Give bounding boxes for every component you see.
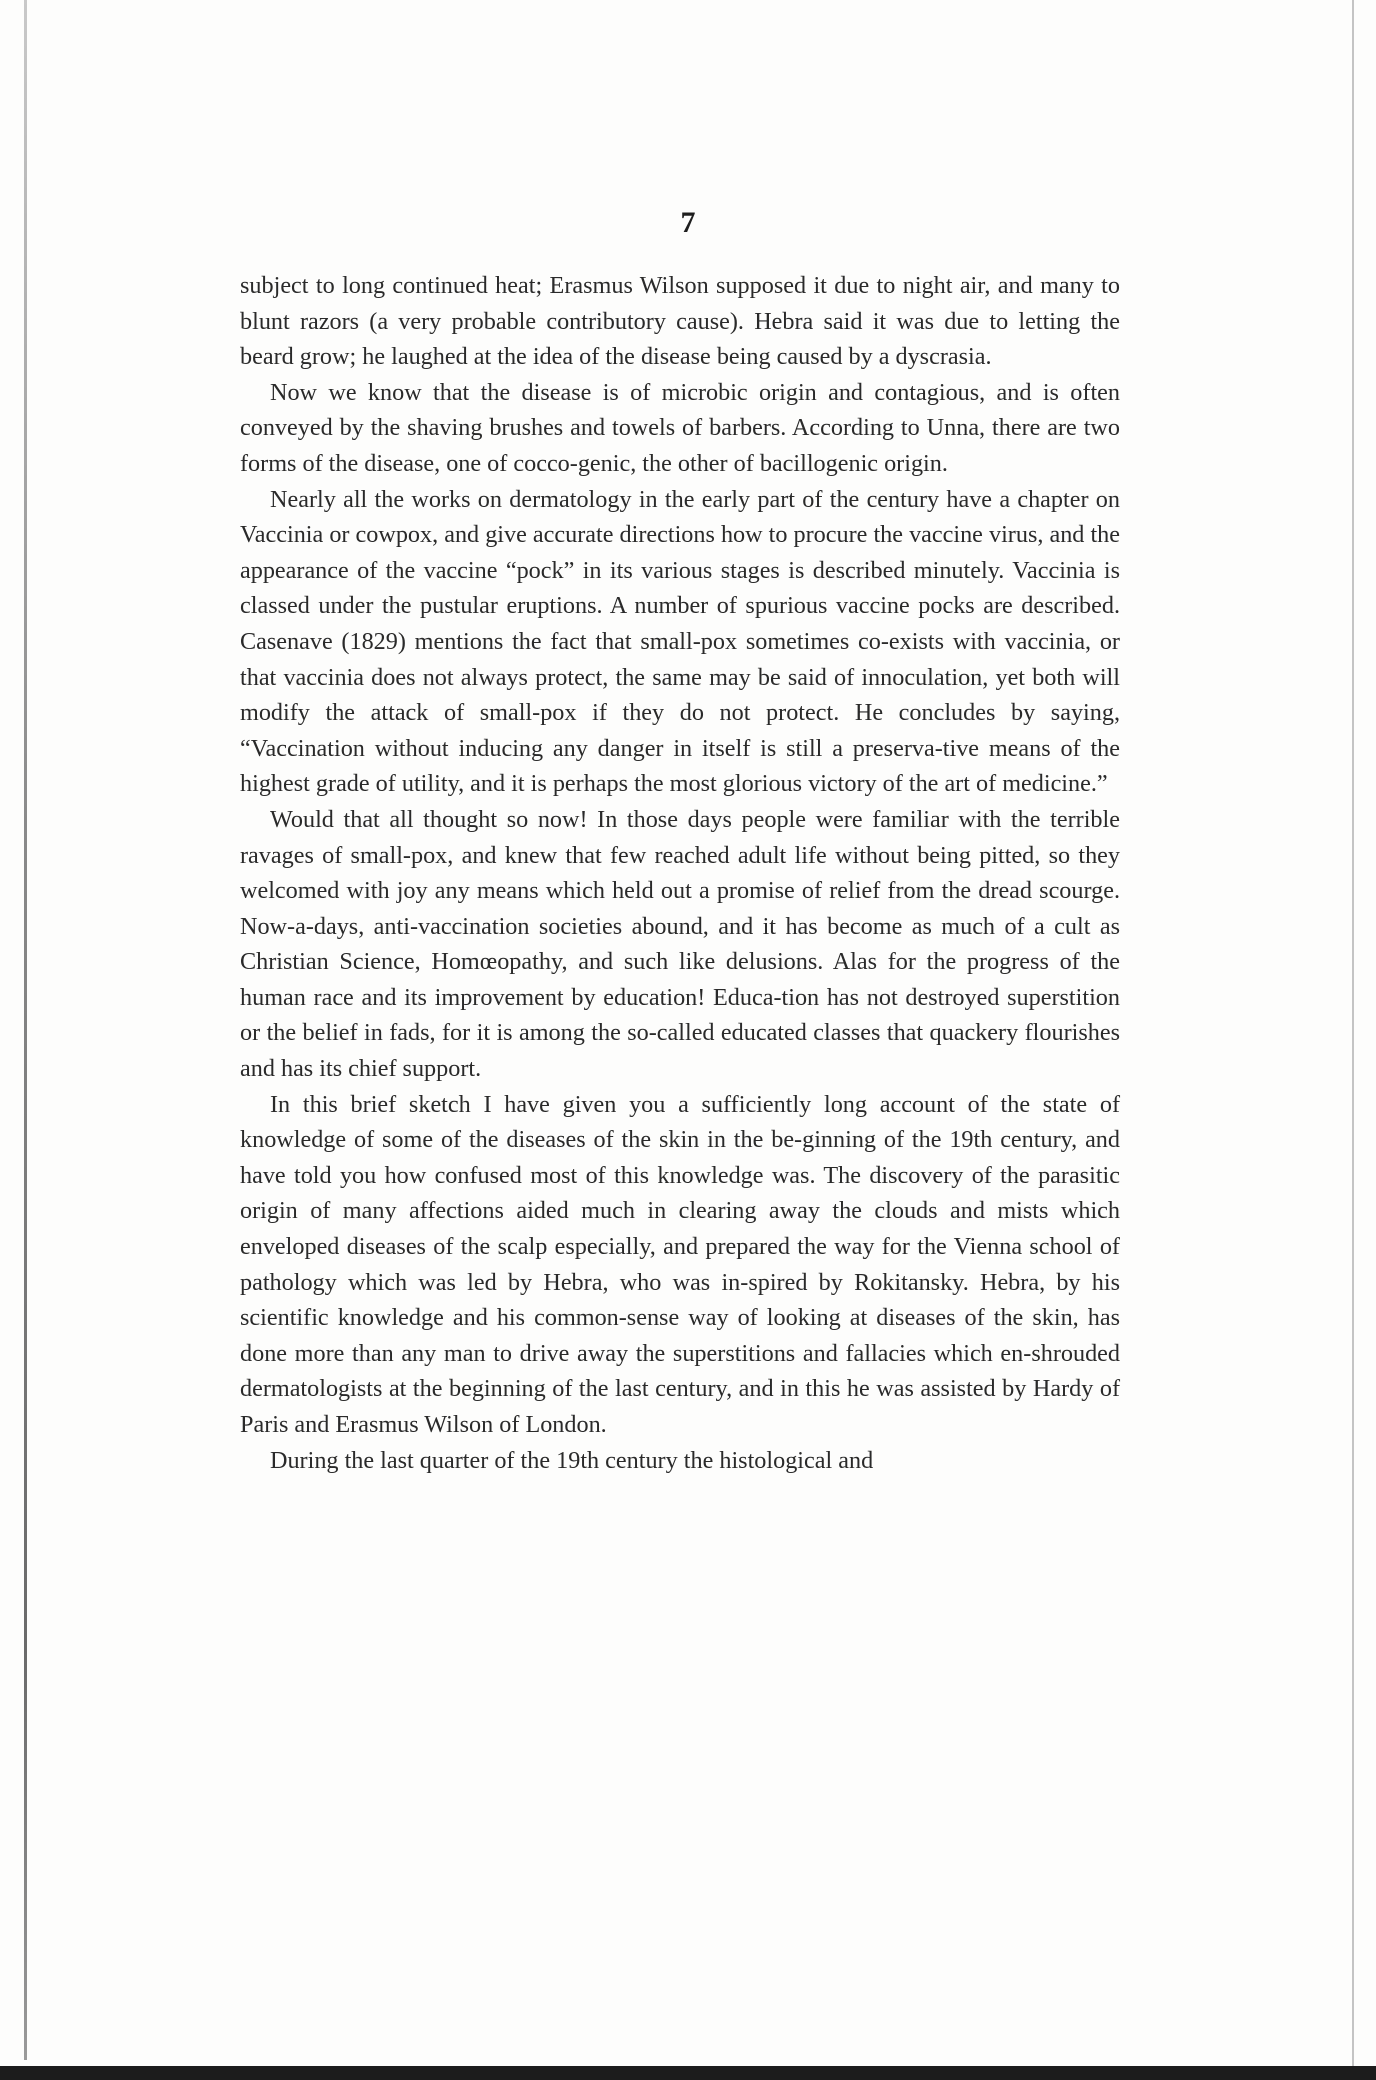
scan-bottom-edge: [0, 2066, 1376, 2080]
body-text: [240, 268, 1120, 1478]
paragraph-1: subject to long continued heat; Erasmus Wilson supposed it due to night air, and many to blunt razors (a very probable contributory cause). Hebra said it was due to letting the beard grow; he laughed at the idea of the disease being caused by a dyscrasia.: [240, 272, 1120, 371]
paragraph-5: In this brief sketch I have given you a sufficiently long account of the state of knowledge of some of the diseases of the skin in the be-ginning of the 19th century, and have told you how confused most of this knowledge was. The discovery of the parasitic origin of many affections aided much in clearing away the clouds and mists which enveloped diseases of the scalp especially, and prepared the way for the Vienna school of pathology which was led by Hebra, who was in-spired by Rokitansky. Hebra, by his scientific knowledge and his common-sense way of looking at diseases of the skin, has done more than any man to drive away the superstitions and fallacies which en-shrouded dermatologists at the beginning of the last century, and in this he was assisted by Hardy of Paris and Erasmus Wilson of London.: [240, 1090, 1120, 1438]
paragraph-4: Would that all thought so now! In those days people were familiar with the terrible ravages of small-pox, and knew that few reached adult life without being pitted, so they welcomed with joy any means which held out a promise of relief from the dread scourge. Now-a-days, anti-vaccination societies abound, and it has become as much of a cult as Christian Science, Homœopathy, and such like delusions. Alas for the progress of the human race and its improvement by education! Educa-tion has not destroyed superstition or the belief in fads, for it is among the so-called educated classes that quackery flourishes and has its chief support.: [240, 805, 1120, 1083]
paragraph-2: Now we know that the disease is of microbic origin and contagious, and is often conveyed by the shaving brushes and towels of barbers. According to Unna, there are two forms of the disease, one of cocco-genic, the other of bacillogenic origin.: [240, 378, 1120, 477]
page-number: 7: [680, 206, 696, 239]
paragraph-3: Nearly all the works on dermatology in the early part of the century have a chapter on Vaccinia or cowpox, and give accurate directions how to procure the vaccine virus, and the appearance of the vaccine “pock” in its various stages is described minutely. Vaccinia is classed under the pustular eruptions. A number of spurious vaccine pocks are described. Casenave (1829) mentions the fact that small-pox sometimes co-exists with vaccinia, or that vaccinia does not always protect, the same may be said of innoculation, yet both will modify the attack of small-pox if they do not protect. He concludes by saying, “Vaccination without inducing any danger in itself is still a preserva-tive means of the highest grade of utility, and it is perhaps the most glorious victory of the art of medicine.”: [240, 485, 1120, 798]
page-right-edge: [1352, 0, 1354, 2070]
page-binding-edge: [24, 0, 27, 2060]
paragraph-6: During the last quarter of the 19th century the histological and: [270, 1446, 874, 1474]
